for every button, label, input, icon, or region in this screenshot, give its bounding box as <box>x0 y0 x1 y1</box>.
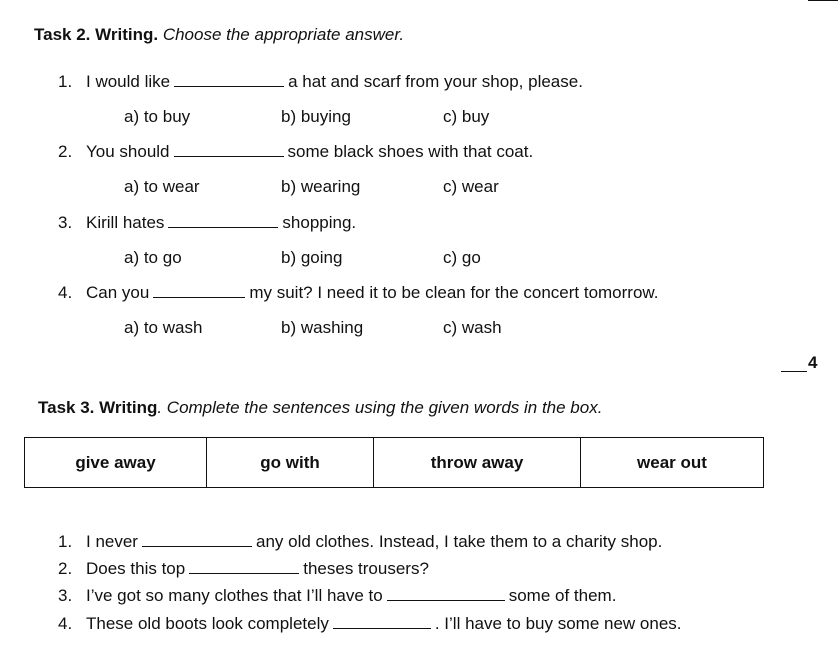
word-cell: throw away <box>374 438 581 488</box>
answer-blank[interactable] <box>174 155 284 157</box>
word-cell: go with <box>207 438 374 488</box>
item-sentence: Can you my suit? I need it to be clean for the concert tomorrow. <box>86 283 659 302</box>
item-sentence: I’ve got so many clothes that I’ll have to some of them. <box>86 586 617 605</box>
item-sentence: Kirill hates shopping. <box>86 213 357 232</box>
option-b[interactable]: b) buying <box>281 107 351 126</box>
item-number: 4. <box>58 614 73 633</box>
item-number: 2. <box>58 142 73 161</box>
task2-heading <box>34 25 404 45</box>
corner-line <box>808 0 838 1</box>
item-number: 4. <box>58 283 73 302</box>
answer-blank[interactable] <box>168 226 278 228</box>
score-blank[interactable] <box>781 354 807 372</box>
task2-title: Task 2. Writing. <box>34 25 159 44</box>
option-c[interactable]: c) wear <box>443 177 499 196</box>
answer-blank[interactable] <box>142 545 252 547</box>
item-sentence: You should some black shoes with that coat. <box>86 142 534 161</box>
answer-blank[interactable] <box>153 296 245 298</box>
option-a[interactable]: a) to wash <box>124 318 203 337</box>
item-number: 1. <box>58 72 73 91</box>
item-sentence: I would like a hat and scarf from your shop, please. <box>86 72 583 91</box>
task3-heading <box>38 398 602 418</box>
answer-blank[interactable] <box>333 627 431 629</box>
option-b[interactable]: b) going <box>281 248 343 267</box>
item-number: 1. <box>58 532 73 551</box>
option-b[interactable]: b) wearing <box>281 177 361 196</box>
item-sentence: Does this top theses trousers? <box>86 559 429 578</box>
task3-instruction: . Complete the sentences using the given words in the box. <box>157 398 603 417</box>
item-number: 2. <box>58 559 73 578</box>
item-sentence: I never any old clothes. Instead, I take them to a charity shop. <box>86 532 663 551</box>
task3-title: Task 3. Writing <box>38 398 158 417</box>
answer-blank[interactable] <box>189 572 299 574</box>
item-number: 3. <box>58 213 73 232</box>
word-box <box>24 437 764 488</box>
answer-blank[interactable] <box>387 599 505 601</box>
option-a[interactable]: a) to go <box>124 248 182 267</box>
option-a[interactable]: a) to buy <box>124 107 191 126</box>
option-c[interactable]: c) wash <box>443 318 502 337</box>
word-cell: wear out <box>581 438 764 488</box>
task2-instruction: Choose the appropriate answer. <box>162 25 405 44</box>
score-value: 4 <box>808 353 818 372</box>
option-c[interactable]: c) go <box>443 248 481 267</box>
word-cell: give away <box>25 438 207 488</box>
item-sentence: These old boots look completely . I’ll have to buy some new ones. <box>86 614 682 633</box>
answer-blank[interactable] <box>174 85 284 87</box>
option-c[interactable]: c) buy <box>443 107 490 126</box>
option-a[interactable]: a) to wear <box>124 177 200 196</box>
option-b[interactable]: b) washing <box>281 318 364 337</box>
item-number: 3. <box>58 586 73 605</box>
